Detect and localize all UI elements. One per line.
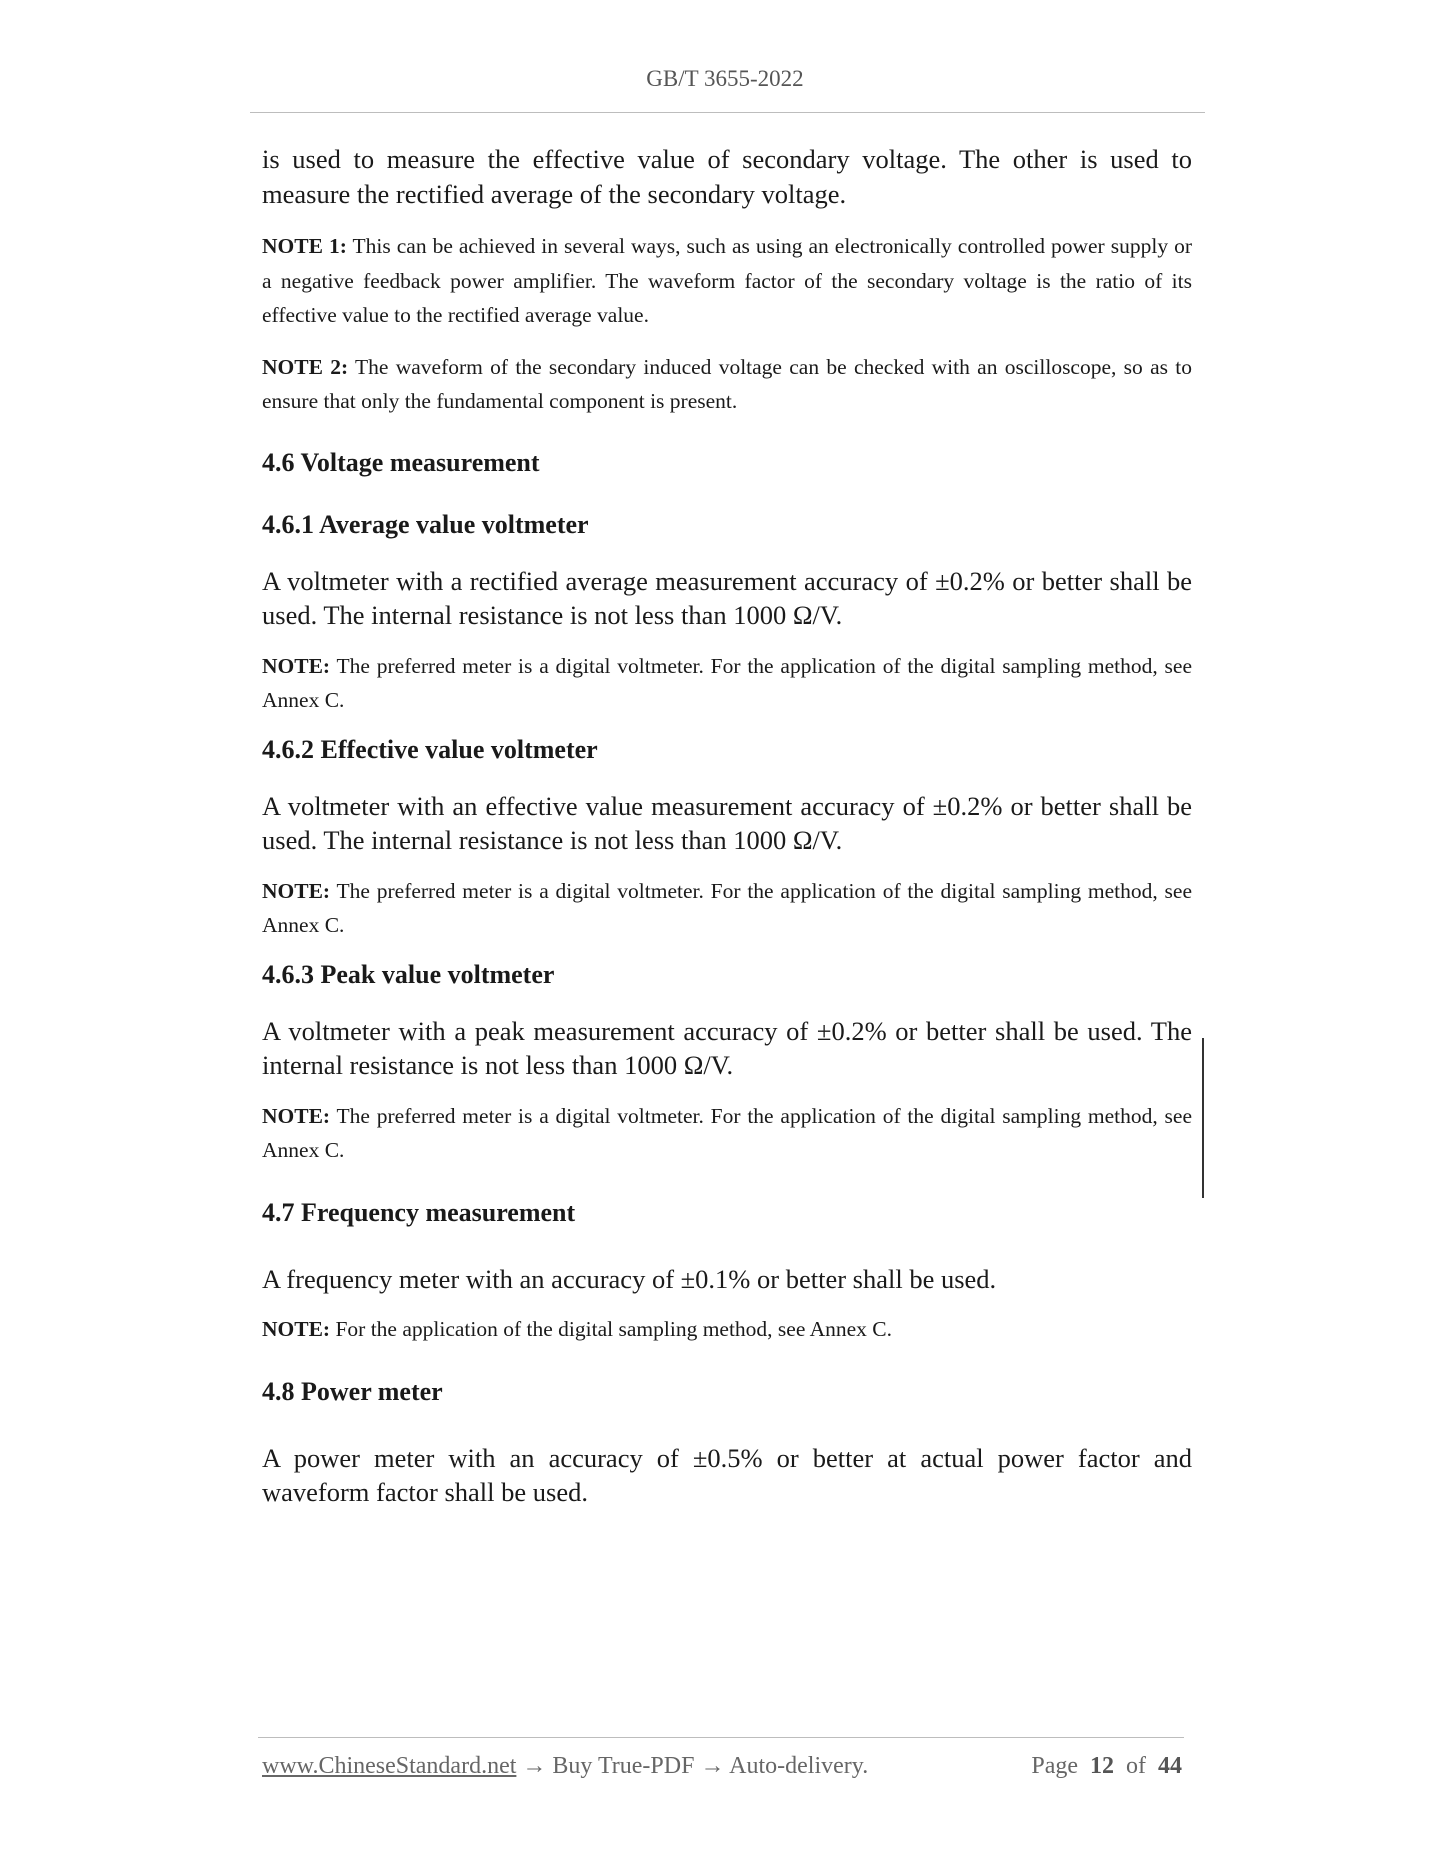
note-4-6-1 <box>262 649 1192 718</box>
page-content <box>262 142 1192 1510</box>
note-4-6-3-label: NOTE: <box>262 1103 331 1128</box>
section-heading-4-8: 4.8 Power meter <box>262 1376 443 1406</box>
auto-delivery-text: Auto-delivery. <box>729 1753 869 1779</box>
arrow-icon: → <box>516 1753 553 1779</box>
section-heading-4-6-3: 4.6.3 Peak value voltmeter <box>262 959 555 989</box>
of-label: of <box>1126 1753 1146 1779</box>
footer-divider <box>258 1737 1184 1738</box>
note-4-6-2 <box>262 874 1192 943</box>
paragraph-4-8: A power meter with an accuracy of ±0.5% or better at actual power factor and waveform factor shall be used. <box>262 1442 1192 1507</box>
section-heading-4-6-2: 4.6.2 Effective value voltmeter <box>262 734 598 764</box>
buy-pdf-text: Buy True-PDF <box>552 1753 695 1779</box>
note-2 <box>262 350 1192 419</box>
note-4-6-2-label: NOTE: <box>262 878 331 903</box>
note-4-6-2-text: The preferred meter is a digital voltmeter. For the application of the digital sampling method, see Annex C. <box>262 878 1192 937</box>
section-heading-4-6-1: 4.6.1 Average value voltmeter <box>262 509 589 539</box>
note-1-text: This can be achieved in several ways, such as using an electronically controlled power supply or a negative feedback power amplifier. The waveform factor of the secondary voltage is the ratio of its effective value to the rectified average value. <box>262 234 1192 327</box>
note-4-6-1-label: NOTE: <box>262 653 331 678</box>
page-current: 12 <box>1090 1753 1114 1779</box>
paragraph-4-6-1: A voltmeter with a rectified average measurement accuracy of ±0.2% or better shall be used. The internal resistance is not less than 1000 Ω/V. <box>262 565 1192 630</box>
website-link[interactable]: www.ChineseStandard.net <box>262 1753 517 1779</box>
paragraph-4-7: A frequency meter with an accuracy of ±0.1% or better shall be used. <box>262 1263 997 1294</box>
note-1-label: NOTE 1: <box>262 234 347 258</box>
note-1 <box>262 229 1192 333</box>
note-4-7-text: For the application of the digital sampling method, see Annex C. <box>330 1317 892 1341</box>
section-heading-4-6: 4.6 Voltage measurement <box>262 447 540 477</box>
note-4-7 <box>262 1312 1192 1347</box>
paragraph-4-6-2: A voltmeter with an effective value measurement accuracy of ±0.2% or better shall be used. The internal resistance is not less than 1000 Ω/V. <box>262 790 1192 855</box>
intro-paragraph: is used to measure the effective value of secondary voltage. The other is used to measure the rectified average of the secondary voltage. <box>262 144 1192 209</box>
page-number <box>1031 1753 1182 1780</box>
header-divider <box>250 112 1205 113</box>
note-4-6-3 <box>262 1099 1192 1168</box>
note-4-6-3-text: The preferred meter is a digital voltmeter. For the application of the digital sampling method, see Annex C. <box>262 1103 1192 1162</box>
page-label: Page <box>1031 1753 1078 1779</box>
arrow-icon: → <box>694 1753 730 1779</box>
document-header: GB/T 3655-2022 <box>646 66 804 91</box>
footer-promo <box>262 1753 868 1780</box>
note-4-7-label: NOTE: <box>262 1317 331 1341</box>
note-2-text: The waveform of the secondary induced voltage can be checked with an oscilloscope, so as to ensure that only the fundamental component is present. <box>262 354 1192 413</box>
revision-change-bar <box>1202 1038 1204 1198</box>
paragraph-4-6-3: A voltmeter with a peak measurement accuracy of ±0.2% or better shall be used. The internal resistance is not less than 1000 Ω/V. <box>262 1015 1192 1080</box>
page-total: 44 <box>1158 1753 1182 1779</box>
note-2-label: NOTE 2: <box>262 354 349 379</box>
section-heading-4-7: 4.7 Frequency measurement <box>262 1197 576 1227</box>
note-4-6-1-text: The preferred meter is a digital voltmeter. For the application of the digital sampling method, see Annex C. <box>262 653 1192 712</box>
